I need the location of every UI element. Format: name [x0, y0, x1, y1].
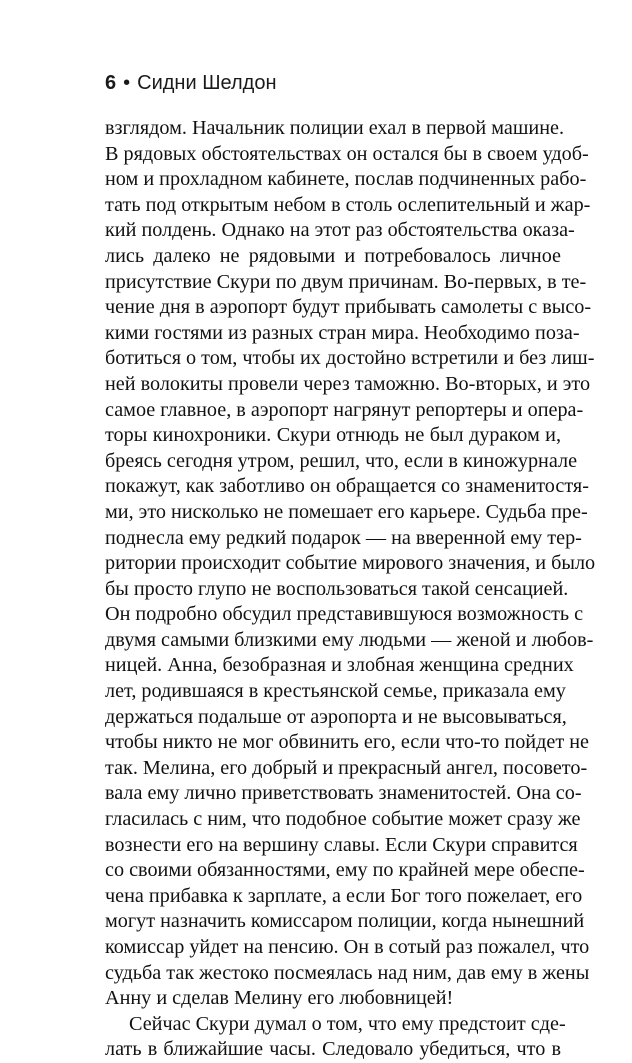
text-line: со своими обязанностями, ему по крайней мере обеспе- — [105, 859, 585, 882]
text-line: ней волокиты провели через таможню. Во-вторых, и это — [105, 372, 591, 395]
text-line: чение дня в аэропорт будут прибывать самолеты с высо- — [105, 296, 592, 319]
text-line: комиссар уйдет на пенсию. Он в сотый раз пожалел, что — [105, 936, 590, 958]
text-line: лать в ближайшие часы. Следовало убедиться, что в — [105, 1038, 561, 1061]
running-head — [105, 70, 277, 96]
text-line: взглядом. Начальник полиции ехал в первой машине. — [105, 117, 565, 139]
text-line: поднесла ему редкий подарок — на вверенной ему тер- — [105, 526, 582, 549]
text-line: ницей. Анна, безобразная и злобная женщина средних — [105, 654, 574, 677]
text-line: покажут, как заботливо он обращается со знаменитостя- — [105, 475, 589, 498]
text-line: двумя самыми близкими ему людьми — женой и любов- — [105, 628, 594, 651]
text-line: присутствие Скури по двум причинам. Во-первых, в те- — [105, 270, 587, 293]
text-line: ми, это нисколько не помешает его карьере. Судьба пре- — [105, 500, 588, 523]
text-line: Анну и сделав Мелину его любовницей! — [105, 987, 454, 1010]
text-line: судьба так жестоко посмеялась над ним, дав ему в жены — [105, 961, 590, 984]
text-line: вала ему лично приветствовать знаменитостей. Она со- — [105, 782, 582, 805]
text-line: так. Мелина, его добрый и прекрасный ангел, посовето- — [105, 756, 588, 779]
text-line: ритории происходит событие мирового значения, и было — [105, 552, 596, 575]
text-line: кими гостями из разных стран мира. Необходимо поза- — [105, 321, 580, 344]
text-line: В рядовых обстоятельствах он остался бы в своем удоб- — [105, 142, 589, 165]
text-line: тать под открытым небом в столь ослепительный и жар- — [105, 193, 591, 216]
text-line: могут назначить комиссаром полиции, когда нынешний — [105, 910, 585, 933]
text-line: лет, родившаяся в крестьянской семье, приказала ему — [105, 680, 566, 703]
text-line: Сейчас Скури думал о том, что ему предстоит сде- — [129, 1012, 566, 1035]
text-line: ном и прохладном кабинете, послав подчиненных рабо- — [105, 168, 587, 191]
text-line: чена прибавка к зарплате, а если Бог того пожелает, его — [105, 884, 583, 907]
text-line: лись далеко не рядовыми и потребовалось личное — [105, 244, 561, 267]
text-line: вознести его на вершину славы. Если Скури справится — [105, 833, 578, 856]
text-line: бы просто глупо не воспользоваться такой сенсацией. — [105, 577, 569, 600]
text-line: Он подробно обсудил представившуюся возможность с — [105, 603, 584, 626]
text-line: держаться подальше от аэропорта и не высовываться, — [105, 705, 567, 728]
header-separator: • — [123, 72, 131, 94]
page-number: 6 — [105, 72, 117, 94]
author-name: Сидни Шелдон — [137, 72, 277, 94]
text-line: самое главное, в аэропорт нагрянут репортеры и опера- — [105, 398, 584, 421]
text-line: чтобы никто не мог обвинить его, если что-то пойдет не — [105, 731, 589, 754]
body-text — [105, 116, 596, 1063]
text-line: ботиться о том, чтобы их достойно встретили и без лиш- — [105, 347, 595, 370]
text-line: бреясь сегодня утром, решил, что, если в киножурнале — [105, 449, 578, 472]
text-line: гласилась с ним, что подобное событие может сразу же — [105, 808, 581, 831]
text-line: торы кинохроники. Скури отнюдь не был дураком и, — [105, 424, 561, 447]
text-line: кий полдень. Однако на этот раз обстоятельства оказа- — [105, 219, 575, 242]
